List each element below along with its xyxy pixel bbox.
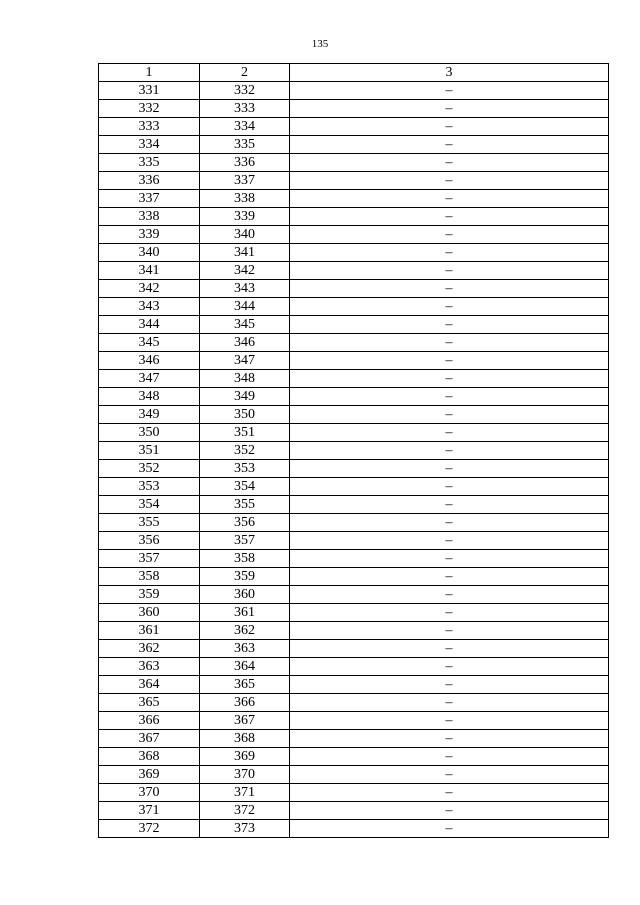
table-cell-col-2: 347 xyxy=(200,352,290,370)
table-row xyxy=(99,622,609,640)
table-row xyxy=(99,658,609,676)
table-cell-col-3: – xyxy=(290,298,609,316)
table-cell-col-2: 364 xyxy=(200,658,290,676)
table-row xyxy=(99,388,609,406)
table-cell-col-1: 362 xyxy=(99,640,200,658)
table-cell-col-1: 332 xyxy=(99,100,200,118)
table-row xyxy=(99,766,609,784)
table-cell-col-3: – xyxy=(290,712,609,730)
table-cell-col-2: 353 xyxy=(200,460,290,478)
table-cell-col-1: 370 xyxy=(99,784,200,802)
data-table xyxy=(98,63,609,838)
table-cell-col-1: 343 xyxy=(99,298,200,316)
table-cell-col-3: – xyxy=(290,730,609,748)
table-cell-col-1: 364 xyxy=(99,676,200,694)
table-cell-col-1: 337 xyxy=(99,190,200,208)
table-cell-col-3: – xyxy=(290,424,609,442)
table-row xyxy=(99,568,609,586)
table-cell-col-3: – xyxy=(290,100,609,118)
table-cell-col-2: 355 xyxy=(200,496,290,514)
table-cell-col-2: 334 xyxy=(200,118,290,136)
table-cell-col-1: 331 xyxy=(99,82,200,100)
table-cell-col-1: 338 xyxy=(99,208,200,226)
table-cell-col-2: 349 xyxy=(200,388,290,406)
table-cell-col-3: – xyxy=(290,262,609,280)
table-cell-col-1: 367 xyxy=(99,730,200,748)
table-cell-col-1: 344 xyxy=(99,316,200,334)
table-row xyxy=(99,676,609,694)
table-row xyxy=(99,406,609,424)
table-cell-col-2: 333 xyxy=(200,100,290,118)
table-row xyxy=(99,460,609,478)
table-cell-col-1: 355 xyxy=(99,514,200,532)
table-cell-col-1: 368 xyxy=(99,748,200,766)
table-row xyxy=(99,748,609,766)
table-cell-col-3: – xyxy=(290,604,609,622)
table-row xyxy=(99,694,609,712)
table-cell-col-3: – xyxy=(290,568,609,586)
table-cell-col-3: – xyxy=(290,118,609,136)
table-cell-col-2: 365 xyxy=(200,676,290,694)
table-cell-col-3: – xyxy=(290,82,609,100)
table-cell-col-1: 359 xyxy=(99,586,200,604)
table-row xyxy=(99,550,609,568)
table-cell-col-3: – xyxy=(290,388,609,406)
table-row xyxy=(99,496,609,514)
table-cell-col-3: – xyxy=(290,514,609,532)
table-cell-col-2: 340 xyxy=(200,226,290,244)
table-cell-col-2: 371 xyxy=(200,784,290,802)
table-cell-col-3: – xyxy=(290,784,609,802)
table-cell-col-2: 338 xyxy=(200,190,290,208)
table-cell-col-2: 357 xyxy=(200,532,290,550)
table-cell-col-1: 369 xyxy=(99,766,200,784)
table-cell-col-1: 335 xyxy=(99,154,200,172)
table-cell-col-2: 335 xyxy=(200,136,290,154)
table-row xyxy=(99,316,609,334)
table-cell-col-2: 336 xyxy=(200,154,290,172)
table-row xyxy=(99,604,609,622)
table-cell-col-3: – xyxy=(290,316,609,334)
table-cell-col-1: 336 xyxy=(99,172,200,190)
table-cell-col-3: – xyxy=(290,802,609,820)
table-cell-col-1: 363 xyxy=(99,658,200,676)
table-cell-col-3: – xyxy=(290,550,609,568)
table-cell-col-3: – xyxy=(290,658,609,676)
table-cell-col-1: 356 xyxy=(99,532,200,550)
table-cell-col-3: – xyxy=(290,280,609,298)
table-cell-col-3: – xyxy=(290,244,609,262)
table-cell-col-3: – xyxy=(290,172,609,190)
table-row xyxy=(99,82,609,100)
table-row xyxy=(99,820,609,838)
table-cell-col-1: 353 xyxy=(99,478,200,496)
table-cell-col-1: 366 xyxy=(99,712,200,730)
table-row xyxy=(99,226,609,244)
table-cell-col-1: 346 xyxy=(99,352,200,370)
table-cell-col-3: – xyxy=(290,154,609,172)
table-row xyxy=(99,640,609,658)
table-cell-col-2: 344 xyxy=(200,298,290,316)
table-cell-col-2: 366 xyxy=(200,694,290,712)
table-cell-col-1: 347 xyxy=(99,370,200,388)
table-row xyxy=(99,514,609,532)
table-cell-col-3: – xyxy=(290,208,609,226)
table-cell-col-1: 352 xyxy=(99,460,200,478)
table-cell-col-1: 372 xyxy=(99,820,200,838)
table-cell-col-2: 341 xyxy=(200,244,290,262)
table-row xyxy=(99,532,609,550)
table-cell-col-1: 358 xyxy=(99,568,200,586)
table-cell-col-1: 371 xyxy=(99,802,200,820)
table-row xyxy=(99,478,609,496)
table-cell-col-2: 354 xyxy=(200,478,290,496)
table-row xyxy=(99,298,609,316)
table-cell-col-3: – xyxy=(290,676,609,694)
table-cell-col-3: – xyxy=(290,442,609,460)
table-cell-col-3: – xyxy=(290,748,609,766)
table-cell-col-3: – xyxy=(290,136,609,154)
table-cell-col-2: 352 xyxy=(200,442,290,460)
page-number: 135 xyxy=(311,38,329,50)
table-row xyxy=(99,370,609,388)
table-cell-col-2: 359 xyxy=(200,568,290,586)
table-row xyxy=(99,802,609,820)
table-row xyxy=(99,172,609,190)
table-cell-col-1: 348 xyxy=(99,388,200,406)
table-cell-col-3: – xyxy=(290,694,609,712)
table-cell-col-2: 343 xyxy=(200,280,290,298)
table-cell-col-1: 360 xyxy=(99,604,200,622)
table-row xyxy=(99,136,609,154)
table-cell-col-3: – xyxy=(290,496,609,514)
table-cell-col-1: 334 xyxy=(99,136,200,154)
table-cell-col-1: 357 xyxy=(99,550,200,568)
table-cell-col-2: 337 xyxy=(200,172,290,190)
table-cell-col-2: 363 xyxy=(200,640,290,658)
table-row xyxy=(99,730,609,748)
table-row xyxy=(99,424,609,442)
table-cell-col-3: – xyxy=(290,370,609,388)
table-row xyxy=(99,280,609,298)
table-cell-col-1: 341 xyxy=(99,262,200,280)
table-row xyxy=(99,442,609,460)
table-cell-col-2: 370 xyxy=(200,766,290,784)
table-cell-col-3: – xyxy=(290,820,609,838)
table-cell-col-2: 350 xyxy=(200,406,290,424)
table-cell-col-2: 368 xyxy=(200,730,290,748)
table-row xyxy=(99,208,609,226)
column-header-3: 3 xyxy=(290,64,609,82)
table-row xyxy=(99,190,609,208)
table-row xyxy=(99,712,609,730)
table-row xyxy=(99,100,609,118)
table-cell-col-2: 369 xyxy=(200,748,290,766)
table-row xyxy=(99,334,609,352)
table-cell-col-1: 350 xyxy=(99,424,200,442)
table-cell-col-1: 345 xyxy=(99,334,200,352)
table-row xyxy=(99,784,609,802)
table-cell-col-3: – xyxy=(290,460,609,478)
table-cell-col-1: 333 xyxy=(99,118,200,136)
table-cell-col-2: 362 xyxy=(200,622,290,640)
table-cell-col-1: 361 xyxy=(99,622,200,640)
table-cell-col-1: 351 xyxy=(99,442,200,460)
table-cell-col-3: – xyxy=(290,640,609,658)
table-cell-col-1: 354 xyxy=(99,496,200,514)
table-cell-col-2: 346 xyxy=(200,334,290,352)
table-cell-col-2: 356 xyxy=(200,514,290,532)
table-cell-col-3: – xyxy=(290,622,609,640)
table-cell-col-3: – xyxy=(290,586,609,604)
table-cell-col-3: – xyxy=(290,478,609,496)
table-row xyxy=(99,352,609,370)
table-cell-col-2: 345 xyxy=(200,316,290,334)
table-row xyxy=(99,118,609,136)
table-cell-col-3: – xyxy=(290,226,609,244)
table-cell-col-2: 351 xyxy=(200,424,290,442)
table-cell-col-2: 342 xyxy=(200,262,290,280)
table-cell-col-3: – xyxy=(290,352,609,370)
table-cell-col-2: 360 xyxy=(200,586,290,604)
table-row xyxy=(99,262,609,280)
table-header-row xyxy=(99,64,609,82)
table-cell-col-2: 361 xyxy=(200,604,290,622)
table-row xyxy=(99,154,609,172)
table-cell-col-3: – xyxy=(290,766,609,784)
table-cell-col-2: 367 xyxy=(200,712,290,730)
table-cell-col-1: 342 xyxy=(99,280,200,298)
table-cell-col-3: – xyxy=(290,190,609,208)
table-cell-col-1: 339 xyxy=(99,226,200,244)
table-cell-col-2: 373 xyxy=(200,820,290,838)
table-cell-col-2: 372 xyxy=(200,802,290,820)
table-cell-col-2: 339 xyxy=(200,208,290,226)
table-cell-col-1: 365 xyxy=(99,694,200,712)
table-cell-col-3: – xyxy=(290,532,609,550)
column-header-1: 1 xyxy=(99,64,200,82)
table-cell-col-2: 332 xyxy=(200,82,290,100)
table-cell-col-2: 348 xyxy=(200,370,290,388)
table-cell-col-3: – xyxy=(290,334,609,352)
column-header-2: 2 xyxy=(200,64,290,82)
table-cell-col-1: 340 xyxy=(99,244,200,262)
table-cell-col-2: 358 xyxy=(200,550,290,568)
table-cell-col-1: 349 xyxy=(99,406,200,424)
table-body xyxy=(99,82,609,838)
table-cell-col-3: – xyxy=(290,406,609,424)
table-row xyxy=(99,244,609,262)
table-row xyxy=(99,586,609,604)
